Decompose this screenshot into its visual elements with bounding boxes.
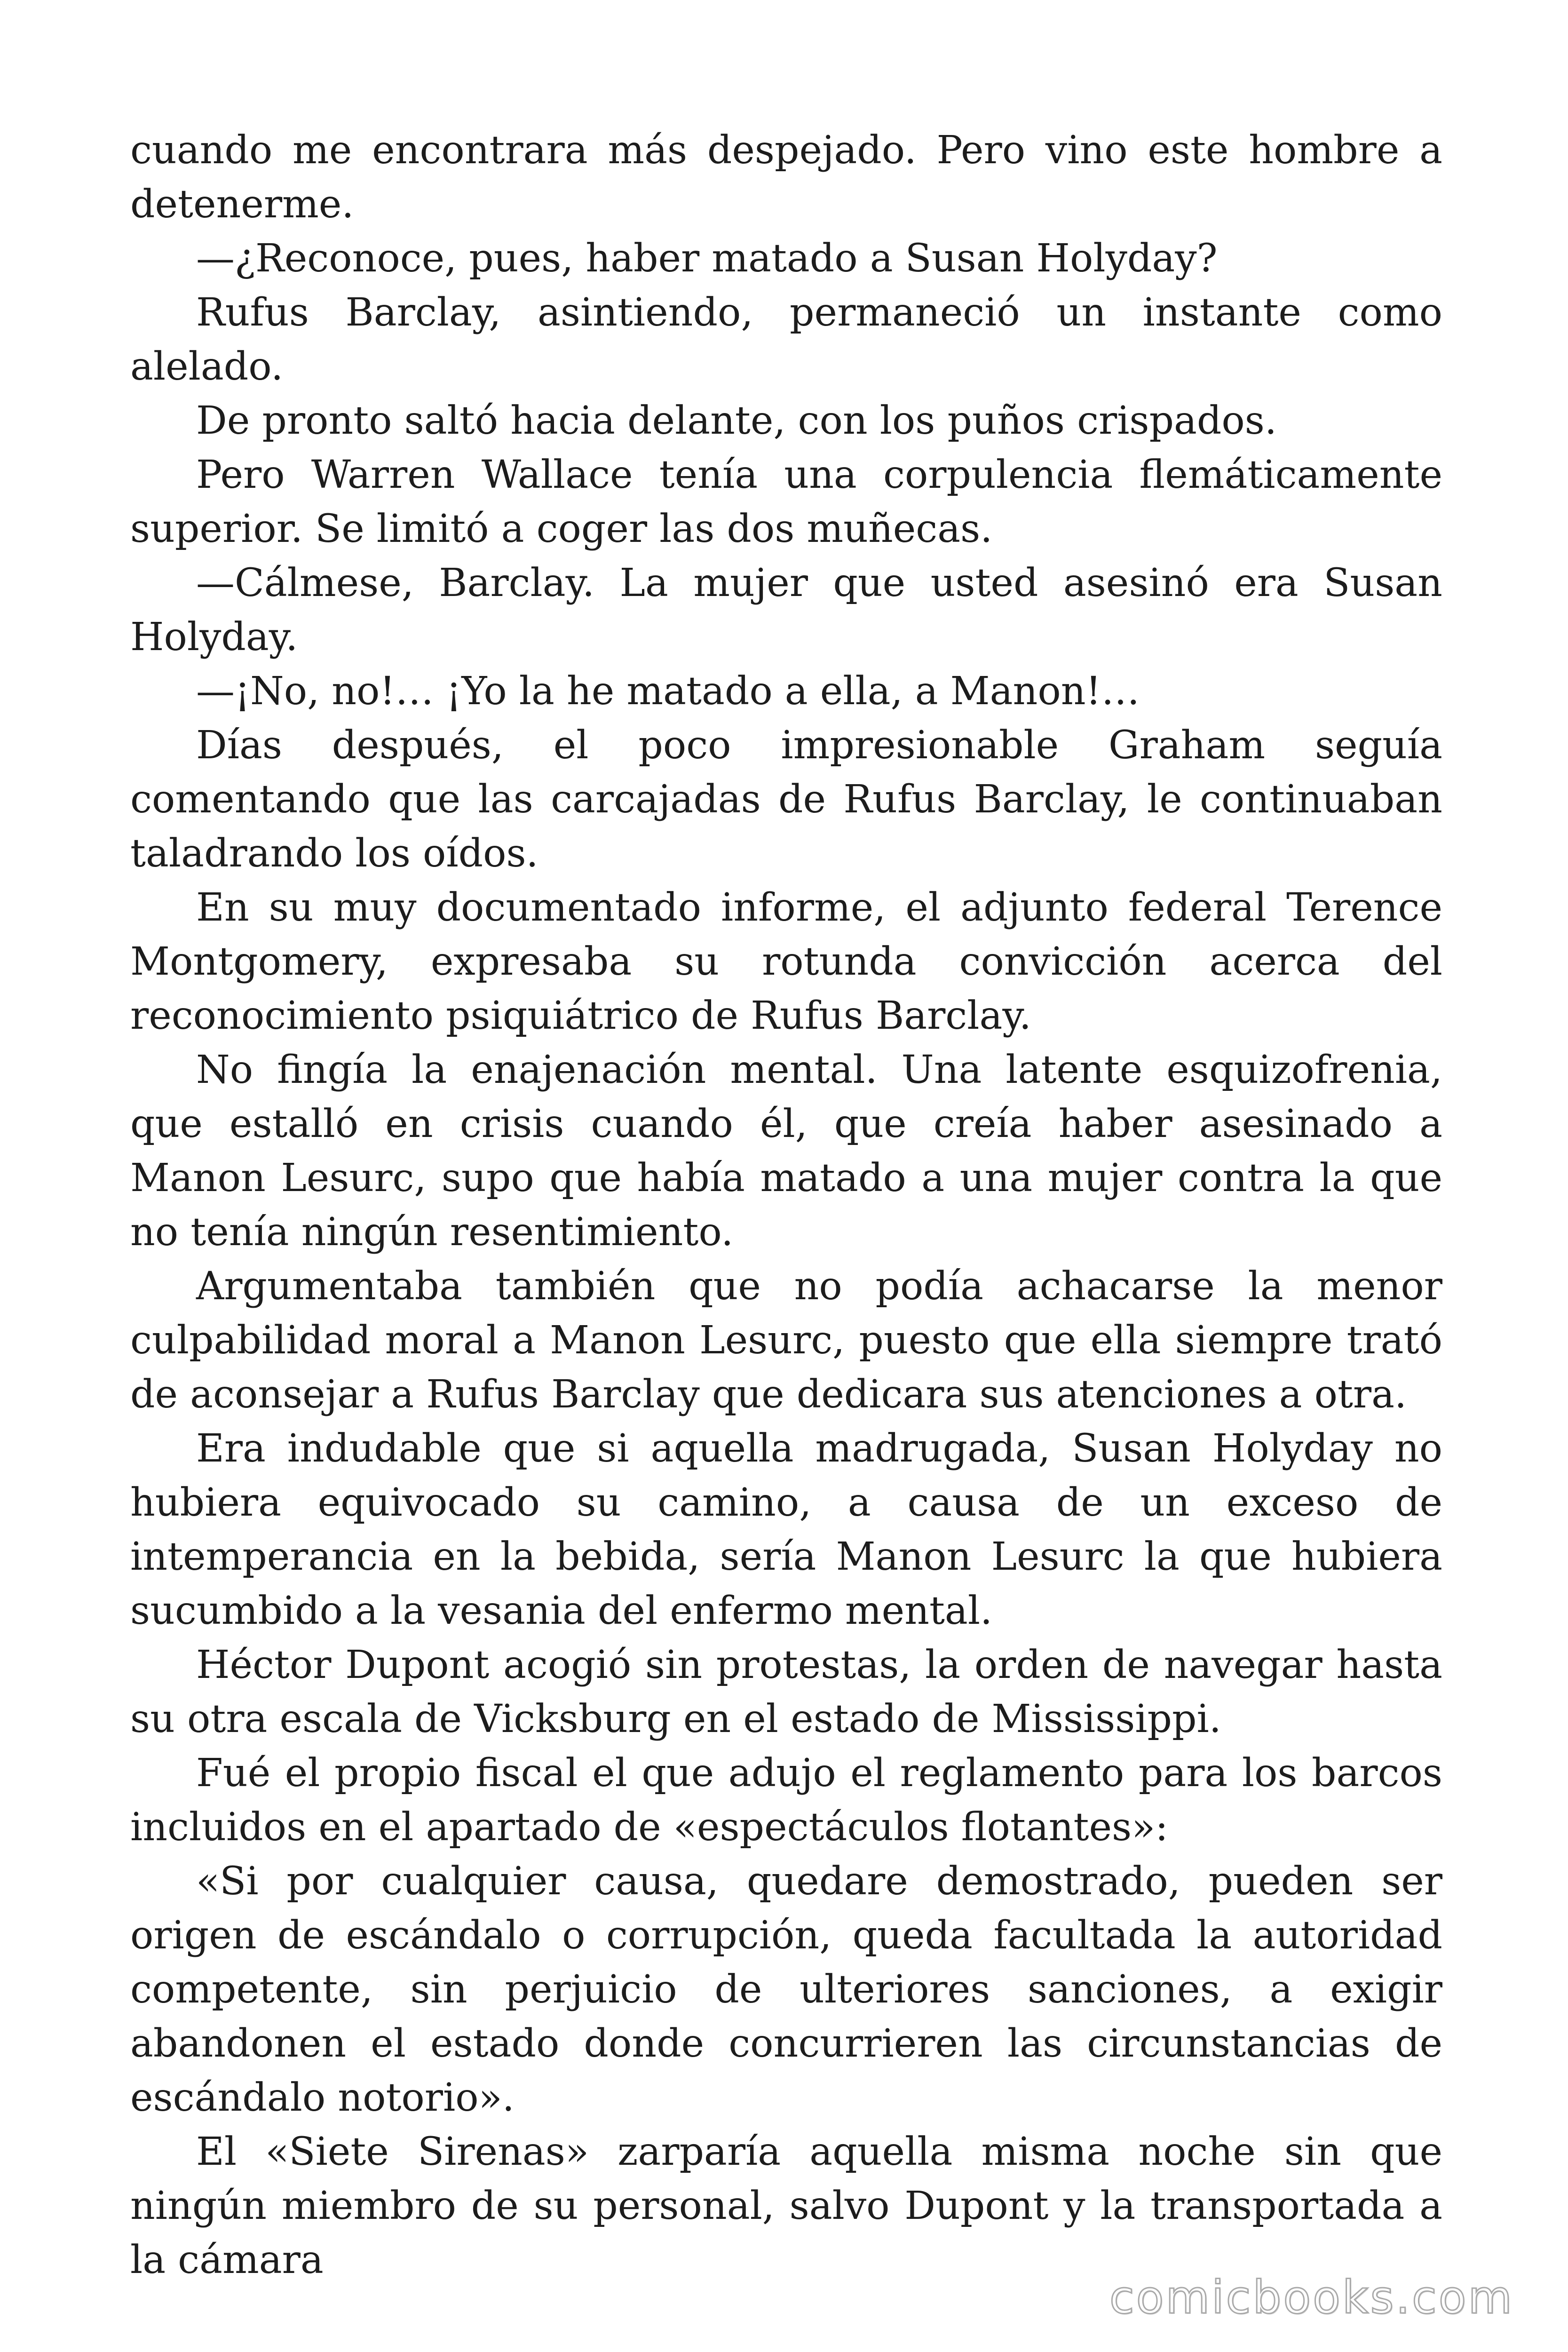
paragraph: —¿Reconoce, pues, haber matado a Susan Holyday? xyxy=(196,236,1218,281)
paragraph: Pero Warren Wallace tenía una corpulencia flemáticamente superior. Se limitó a coger las dos muñecas. xyxy=(130,453,1442,551)
paragraph: No fingía la enajenación mental. Una latente esquizofrenia, que estalló en crisis cuando él, que creía haber asesinado a Manon Lesurc, supo que había matado a una mujer contra la que no tenía ningún resentimiento. xyxy=(130,1048,1442,1255)
paragraph: —Cálmese, Barclay. La mujer que usted asesinó era Susan Holyday. xyxy=(130,561,1442,660)
page-text xyxy=(130,123,1442,2287)
paragraph: Era indudable que si aquella madrugada, Susan Holyday no hubiera equivocado su camino, a causa de un exceso de intemperancia en la bebida, sería Manon Lesurc la que hubiera sucumbido a la vesania del enfermo mental. xyxy=(130,1426,1442,1633)
paragraph: cuando me encontrara más despejado. Pero vino este hombre a detenerme. xyxy=(130,128,1442,227)
paragraph: Héctor Dupont acogió sin protestas, la orden de navegar hasta su otra escala de Vicksburg en el estado de Mississippi. xyxy=(130,1643,1442,1741)
paragraph: Fué el propio fiscal el que adujo el reglamento para los barcos incluidos en el apartado de «espectáculos flotantes»: xyxy=(130,1751,1442,1850)
paragraph: Rufus Barclay, asintiendo, permaneció un instante como alelado. xyxy=(130,290,1442,389)
paragraph: «Si por cualquier causa, quedare demostrado, pueden ser origen de escándalo o corrupción, queda facultada la autoridad competente, sin perjuicio de ulteriores sanciones, a exigir abandonen el estado donde concurrieren las circunstancias de escándalo notorio». xyxy=(130,1859,1442,2120)
watermark: comicbooks.com xyxy=(1109,2271,1514,2324)
paragraph: —¡No, no!… ¡Yo la he matado a ella, a Manon!… xyxy=(196,669,1140,714)
paragraph: Días después, el poco impresionable Graham seguía comentando que las carcajadas de Rufus Barclay, le continuaban taladrando los oídos. xyxy=(130,723,1442,876)
paragraph: En su muy documentado informe, el adjunto federal Terence Montgomery, expresaba su rotunda convicción acerca del reconocimiento psiquiátrico de Rufus Barclay. xyxy=(130,885,1442,1038)
paragraph: Argumentaba también que no podía achacarse la menor culpabilidad moral a Manon Lesurc, puesto que ella siempre trató de aconsejar a Rufus Barclay que dedicara sus atenciones a otra. xyxy=(130,1264,1442,1417)
paragraph: El «Siete Sirenas» zarparía aquella misma noche sin que ningún miembro de su personal, salvo Dupont y la transportada a la cámara xyxy=(130,2130,1442,2282)
paragraph: De pronto saltó hacia delante, con los puños crispados. xyxy=(196,398,1277,443)
